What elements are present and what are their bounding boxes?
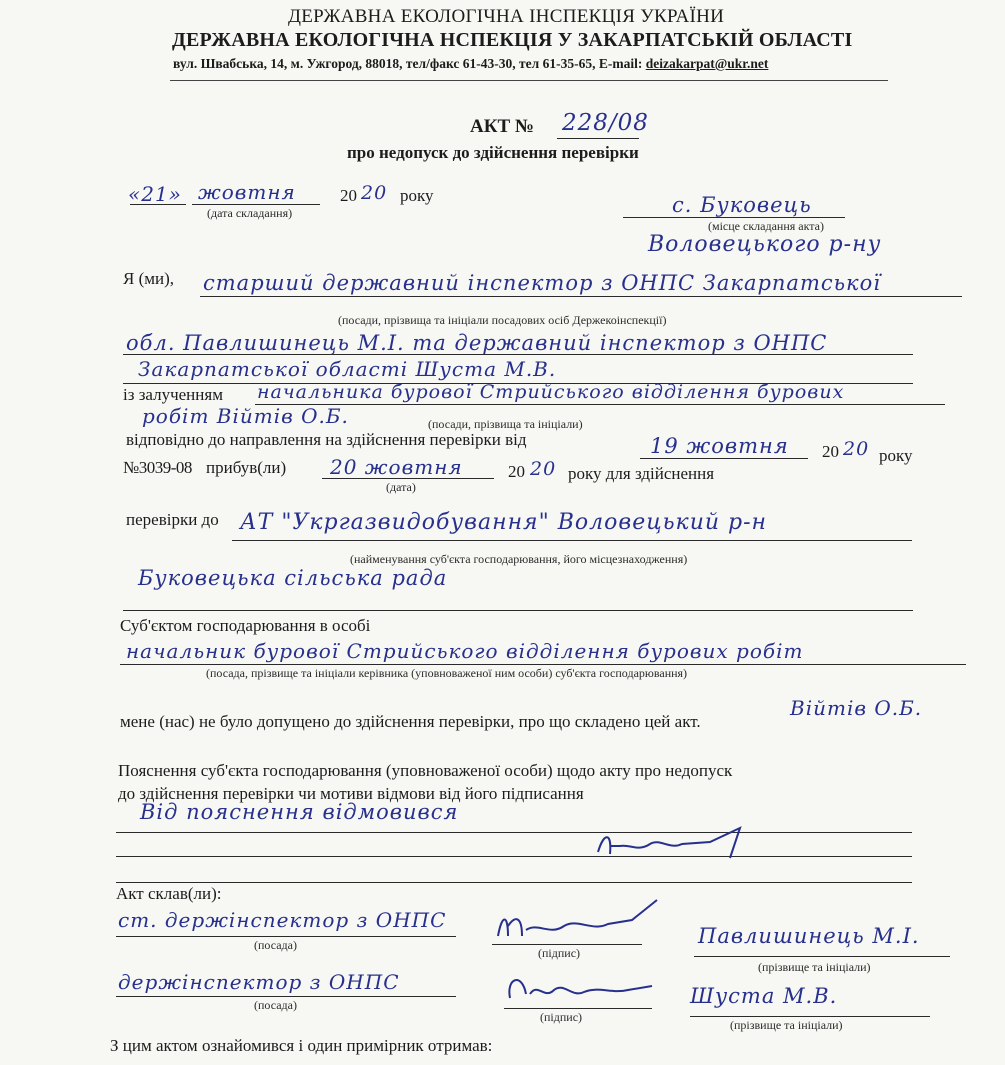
person-refused: мене (нас) не було допущено до здійснення перевірки, про що складено цей акт. [120,712,701,731]
direction-number: №3039-08 [123,458,192,477]
subject-underline [232,540,912,541]
direction-date: 19 жовтня [650,434,789,458]
arrived-tail: року для здійснення [568,464,715,483]
arrived-date-underline [322,478,494,479]
involve-text: начальника бурової Стрийського відділення бурових [257,381,845,403]
signer-1-name-underline [694,956,950,957]
signer-1-signature-underline [492,944,642,945]
subject-label: перевірки до [126,510,219,529]
header-email-link[interactable]: deizakarpat@ukr.net [645,56,769,71]
inspectors-line-2: обл. Павлишинець М.І. та державний інспектор з ОНПС [126,331,828,355]
person-name: Війтів О.Б. [790,696,923,720]
explanation-underline-1 [116,832,912,833]
direction-year-suffix: 20 [843,438,870,460]
subject-name-2: Буковецька сільська рада [138,566,448,590]
explanation-signature [590,822,760,866]
footer-acquainted: З цим актом ознайомився і один примірник отримав: [110,1036,493,1055]
inspectors-label: Я (ми), [123,269,175,288]
date-month: жовтня [198,180,296,204]
signer-2-signature [502,964,662,1010]
person-label: Суб'єктом господарювання в особі [120,616,371,635]
explanation-answer: Від пояснення відмовився [140,800,459,824]
act-number: 228/08 [562,110,649,136]
arrived-date: 20 жовтня [330,455,463,479]
direction-year-prefix: 20 [822,442,839,461]
involve-caption: (посади, прізвища та ініціали) [428,417,583,431]
signer-2-name-underline [690,1016,930,1017]
header-address [173,56,768,72]
signer-1-signature-caption: (підпис) [538,946,581,960]
header-line-1: ДЕРЖАВНА ЕКОЛОГІЧНА ІНСПЕКЦІЯ УКРАЇНИ [288,6,725,27]
signer-1-position-caption: (посада) [254,938,297,952]
header-divider [170,80,888,81]
date-year-prefix: 20 [340,186,357,205]
inspectors-caption: (посади, прізвища та ініціали посадових осіб Держекоінспекції) [338,313,667,327]
signer-1-name-caption: (прізвище та ініціали) [758,960,871,974]
date-day-underline [130,204,186,205]
signer-2-signature-underline [504,1008,652,1009]
direction-text: відповідно до направлення на здійснення перевірки від [126,430,527,449]
person-underline [120,664,966,665]
subject-name: АТ "Укргазвидобування" Воловецький р-н [240,510,768,535]
act-subtitle: про недопуск до здійснення перевірки [347,143,639,162]
date-year-suffix: 20 [361,182,388,204]
signer-1-signature [492,896,672,946]
signer-2-position-underline [116,996,456,997]
explanation-underline-2 [116,856,912,857]
date-caption: (дата складання) [207,206,293,220]
arrived-label: прибув(ли) [206,458,287,477]
explanation-line-2: до здійснення перевірки чи мотиви відмови від його підписання [118,784,584,803]
signer-1-name: Павлишинець М.І. [698,924,920,948]
date-month-underline [192,204,320,205]
inspectors-line-1: старший державний інспектор з ОНПС Закарпатської [203,271,881,295]
place-extra: Воловецького р-ну [648,232,882,257]
act-title-prefix: АКТ № [470,116,535,137]
direction-year-word: року [879,446,913,465]
header-address-text: вул. Швабська, 14, м. Ужгород, 88018, тел/факс 61-43-30, тел 61-35-65, E-mail: [173,56,646,71]
act-title [470,116,534,138]
involve-underline [255,404,945,405]
explanation-line-1: Пояснення суб'єкта господарювання (уповноваженої особи) щодо акту про недопуск [118,761,733,780]
arrived-year-suffix: 20 [530,458,557,480]
subject-caption: (найменування суб'єкта господарювання, його місцезнаходження) [350,552,688,566]
person-caption: (посада, прізвище та ініціали керівника (уповноваженої ним особи) суб'єкта господарювання) [206,666,688,680]
arrived-year-prefix: 20 [508,462,525,481]
subject-name-2-underline [123,610,913,611]
involve-text-2: робіт Війтів О.Б. [142,404,349,428]
header-line-2: ДЕРЖАВНА ЕКОЛОГІЧНА НСПЕКЦІЯ У ЗАКАРПАТСЬКІЙ ОБЛАСТІ [172,29,853,51]
place-caption: (місце складання акта) [708,219,824,233]
place-name: с. Буковець [672,193,812,217]
inspectors-line-1-underline [200,296,962,297]
place-underline [623,217,845,218]
inspectors-line-2-underline [123,354,913,355]
explanation-underline-3 [116,882,912,883]
direction-date-underline [640,458,808,459]
person-text: начальник бурової Стрийського відділення бурових робіт [126,639,804,663]
signer-2-name: Шуста М.В. [690,984,838,1008]
signer-2-position-caption: (посада) [254,998,297,1012]
arrived-caption: (дата) [386,480,416,494]
date-day: «21» [128,182,182,206]
act-number-underline [557,138,639,139]
inspectors-line-3: Закарпатської області Шуста М.В. [138,357,557,381]
signers-label: Акт склав(ли): [116,884,222,903]
signer-2-signature-caption: (підпис) [540,1010,583,1024]
signer-1-position: ст. держінспектор з ОНПС [118,908,447,932]
signer-1-position-underline [116,936,456,937]
date-year-word: року [400,186,434,205]
signer-2-name-caption: (прізвище та ініціали) [730,1018,843,1032]
involve-label: із залученням [123,385,223,404]
signer-2-position: держінспектор з ОНПС [118,970,400,994]
